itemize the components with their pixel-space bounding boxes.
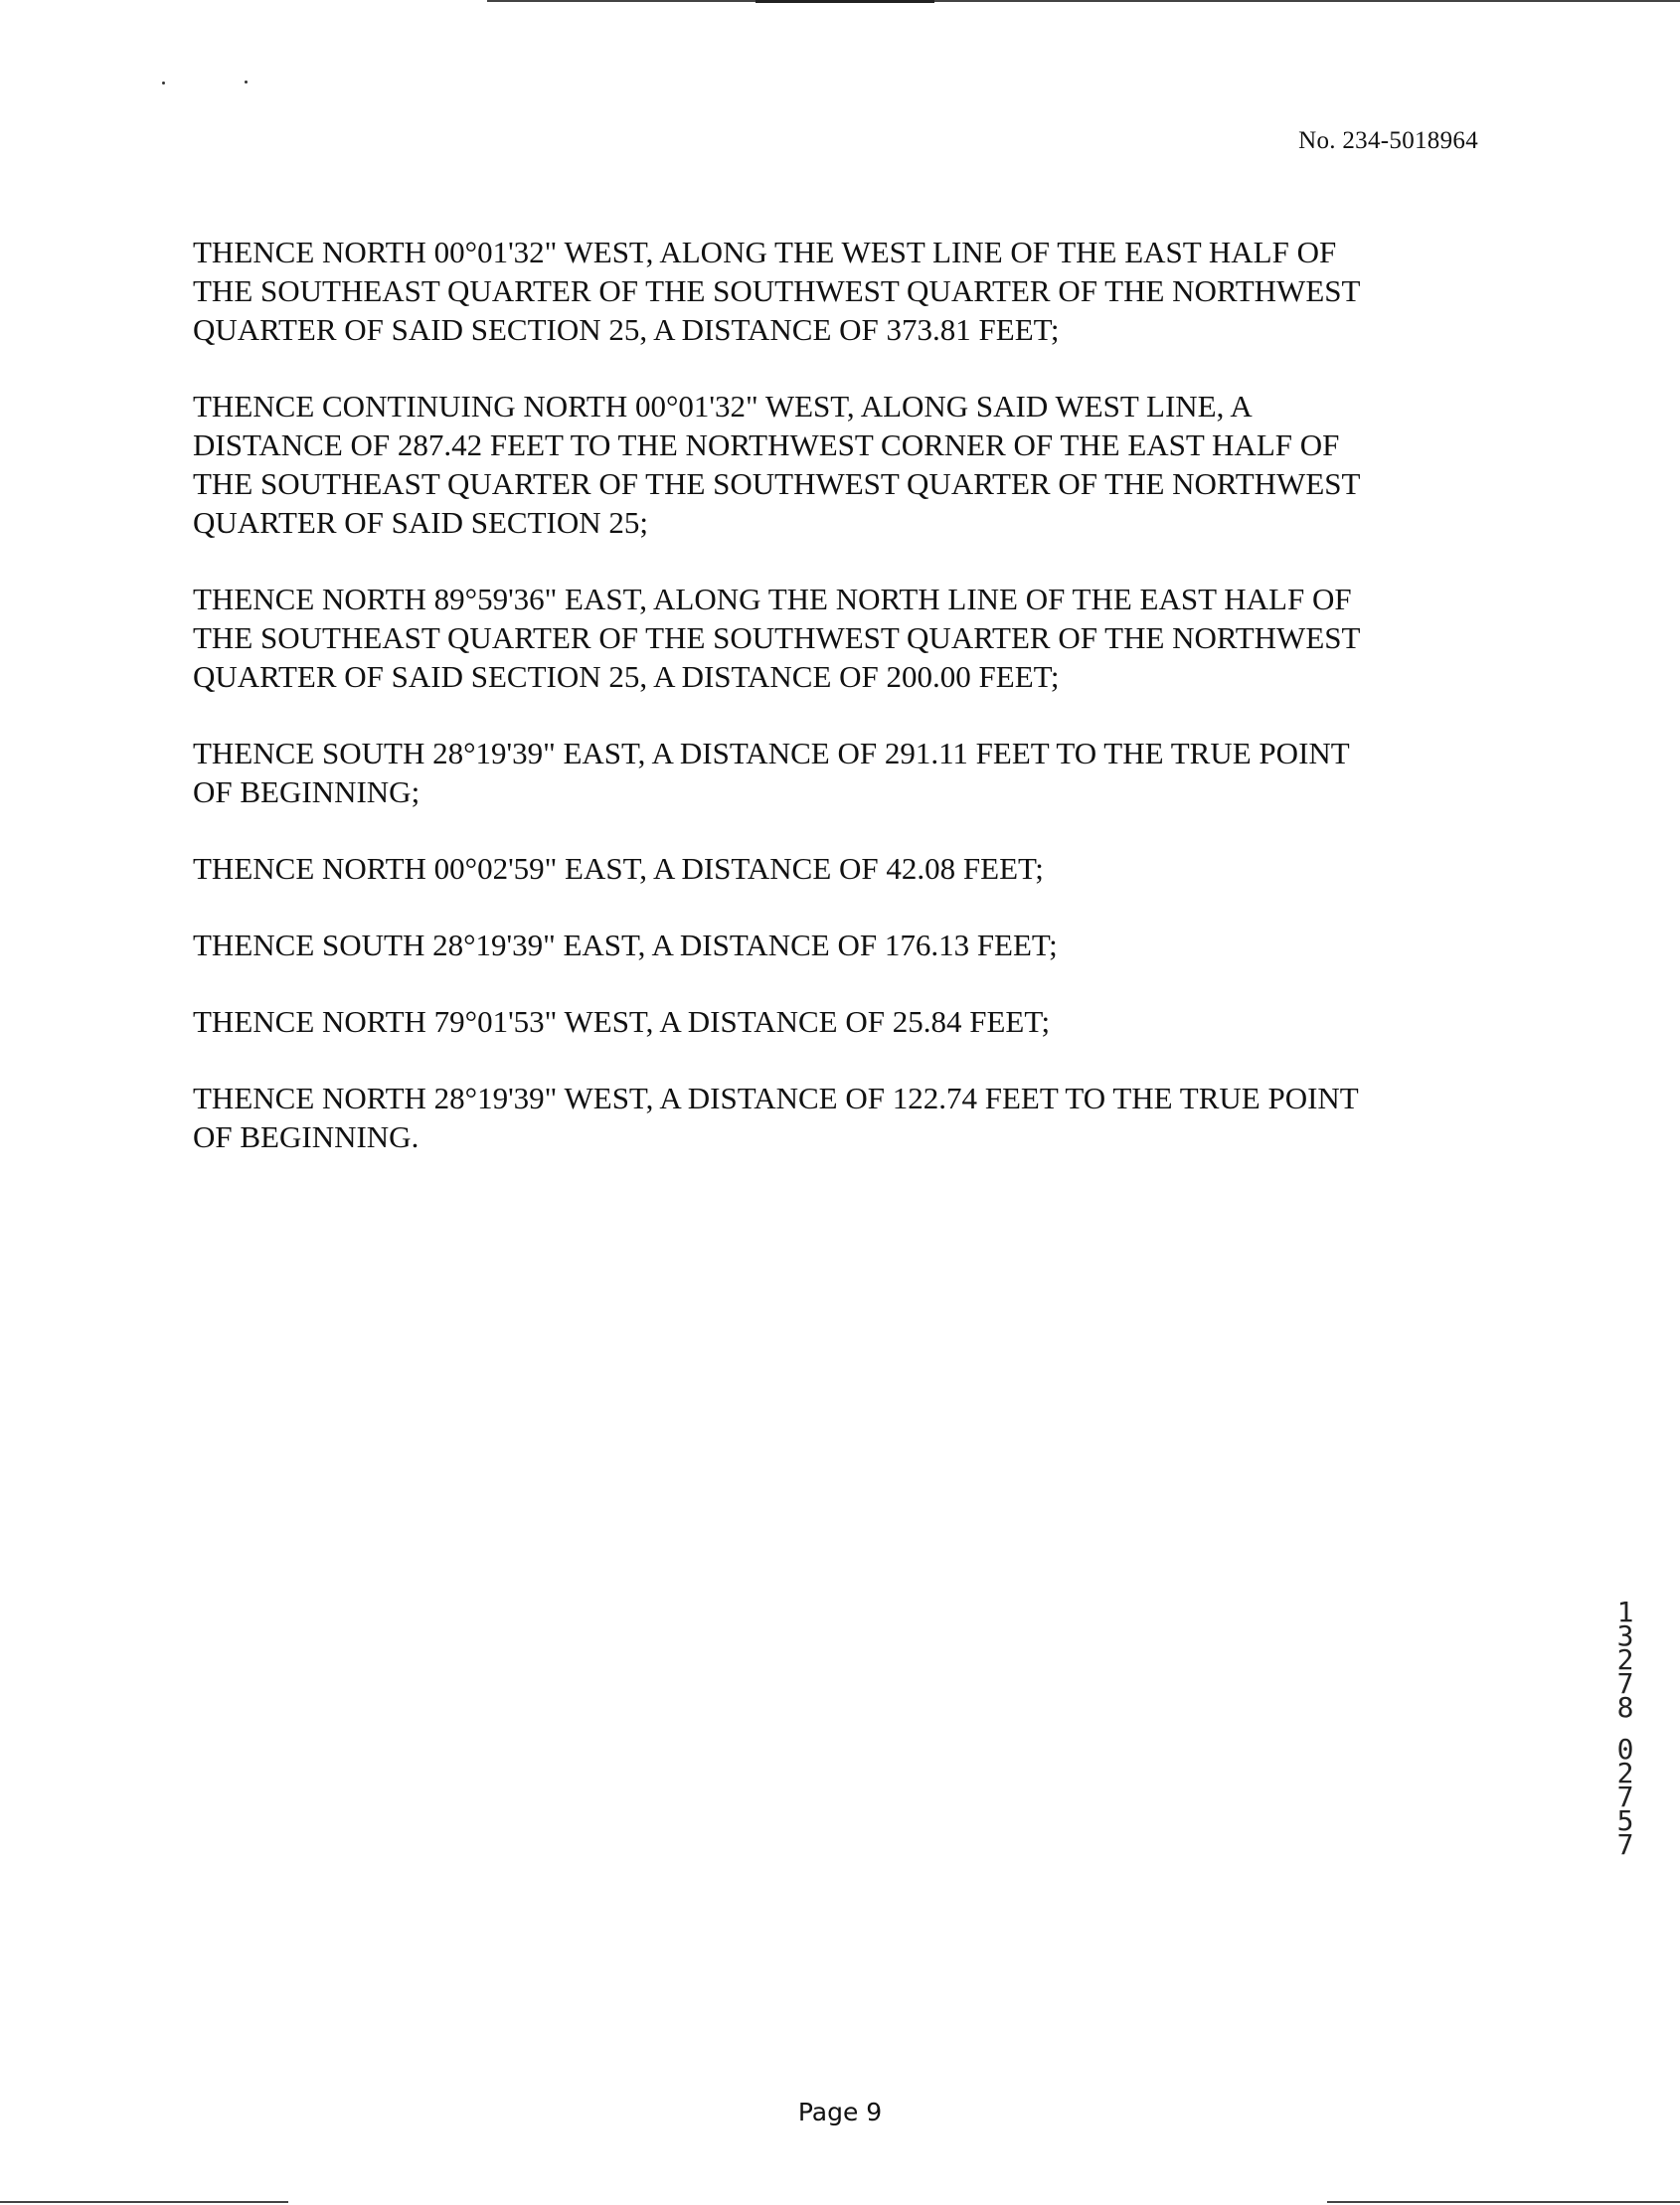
course-paragraph: THENCE NORTH 89°59'36" EAST, ALONG THE NORTH LINE OF THE EAST HALF OF THE SOUTHEAST QUARTER OF THE SOUTHWEST QUARTER OF THE NORTHWEST QUARTER OF SAID SECTION 25, A DISTANCE OF 200.00 FEET; xyxy=(193,582,1361,694)
course-paragraph: THENCE NORTH 00°01'32" WEST, ALONG THE WEST LINE OF THE EAST HALF OF THE SOUTHEAST QUARTER OF THE SOUTHWEST QUARTER OF THE NORTHWEST QUARTER OF SAID SECTION 25, A DISTANCE OF 373.81 FEET; xyxy=(193,235,1361,347)
stamp-digit: 1 xyxy=(1616,1596,1634,1628)
document-number: No. 234-5018964 xyxy=(1298,127,1478,154)
stamp-digit: 2 xyxy=(1616,1643,1634,1676)
scan-edge-top xyxy=(487,0,1680,2)
stamp-digit: 7 xyxy=(1616,1667,1634,1700)
scan-speck xyxy=(162,82,165,85)
page-number: Page 9 xyxy=(797,2098,883,2126)
stamp-digit: 0 xyxy=(1616,1733,1634,1766)
course-paragraph: THENCE NORTH 28°19'39" WEST, A DISTANCE OF 122.74 FEET TO THE TRUE POINT OF BEGINNING. xyxy=(193,1081,1359,1154)
stamp-digit: 3 xyxy=(1616,1619,1634,1652)
course-paragraph: THENCE CONTINUING NORTH 00°01'32" WEST, ALONG SAID WEST LINE, A DISTANCE OF 287.42 FEET TO THE NORTHWEST CORNER OF THE EAST HALF OF THE SOUTHEAST QUARTER OF THE SOUTHWEST QUARTER OF THE NORTHWEST QUARTER OF SAID SECTION 25; xyxy=(193,389,1361,540)
course-paragraph: THENCE SOUTH 28°19'39" EAST, A DISTANCE OF 176.13 FEET; xyxy=(193,928,1058,962)
scan-edge-top-mark xyxy=(756,0,934,3)
course-paragraph: THENCE SOUTH 28°19'39" EAST, A DISTANCE OF 291.11 FEET TO THE TRUE POINT OF BEGINNING; xyxy=(193,736,1350,809)
stamp-digit: 7 xyxy=(1616,1781,1634,1813)
stamp-digit: 8 xyxy=(1616,1691,1634,1724)
scan-edge-bottom-left xyxy=(0,2201,288,2203)
legal-description xyxy=(193,233,1485,1194)
stamp-digit: 2 xyxy=(1616,1757,1634,1789)
scan-edge-bottom-right xyxy=(1327,2201,1680,2203)
scan-speck xyxy=(245,81,248,84)
stamp-digit: 7 xyxy=(1616,1828,1634,1861)
course-paragraph: THENCE NORTH 79°01'53" WEST, A DISTANCE OF 25.84 FEET; xyxy=(193,1004,1051,1039)
course-paragraph: THENCE NORTH 00°02'59" EAST, A DISTANCE OF 42.08 FEET; xyxy=(193,851,1044,886)
recording-stamp xyxy=(1610,1596,1640,1861)
stamp-digit: 5 xyxy=(1616,1804,1634,1837)
